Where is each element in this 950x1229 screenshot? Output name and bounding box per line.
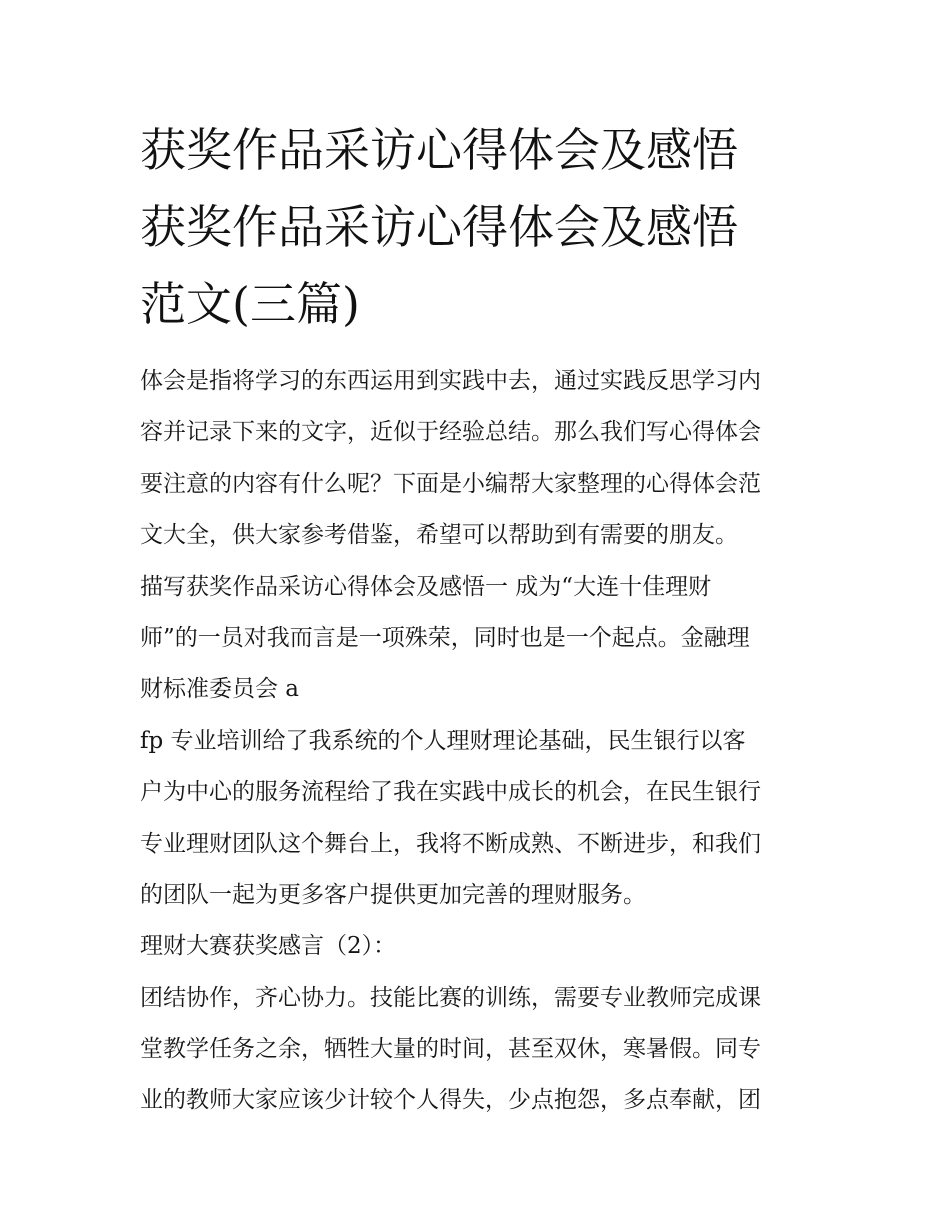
title-line-3: 范文(三篇) — [140, 277, 360, 331]
body-line: 体会是指将学习的东西运用到实践中去，通过实践反思学习内 — [140, 368, 761, 394]
body-line: 理财大赛获奖感言（2）： — [140, 933, 397, 960]
title-line-1: 获奖作品采访心得体会及感悟 — [140, 123, 738, 177]
body-line: 描写获奖作品采访心得体会及感悟一 成为“大连十佳理财 — [140, 573, 712, 600]
body-line: 户为中心的服务流程给了我在实践中成长的机会，在民生银行 — [140, 779, 761, 806]
body-line: 的团队一起为更多客户提供更加完善的理财服务。 — [140, 881, 646, 908]
body-line: 堂教学任务之余，牺牲大量的时间，甚至双休，寒暑假。同专 — [140, 1036, 761, 1063]
body-line: 容并记录下来的文字，近似于经验总结。那么我们写心得体会 — [140, 419, 761, 446]
body-line: 财标准委员会 a — [140, 676, 300, 703]
document-body — [140, 356, 830, 1127]
body-line: 文大全，供大家参考借鉴，希望可以帮助到有需要的朋友。 — [140, 522, 738, 549]
body-line: 师”的一员对我而言是一项殊荣，同时也是一个起点。金融理 — [140, 624, 750, 651]
body-line: 要注意的内容有什么呢？下面是小编帮大家整理的心得体会范 — [140, 470, 761, 497]
document-title — [140, 112, 830, 343]
body-line: fp 专业培训给了我系统的个人理财理论基础，民生银行以客 — [140, 727, 746, 754]
body-line: 专业理财团队这个舞台上，我将不断成熟、不断进步，和我们 — [140, 830, 761, 857]
title-line-2: 获奖作品采访心得体会及感悟 — [140, 200, 738, 254]
body-line: 团结协作，齐心协力。技能比赛的训练，需要专业教师完成课 — [140, 984, 761, 1011]
body-line: 业的教师大家应该少计较个人得失，少点抱怨，多点奉献，团 — [140, 1087, 761, 1114]
